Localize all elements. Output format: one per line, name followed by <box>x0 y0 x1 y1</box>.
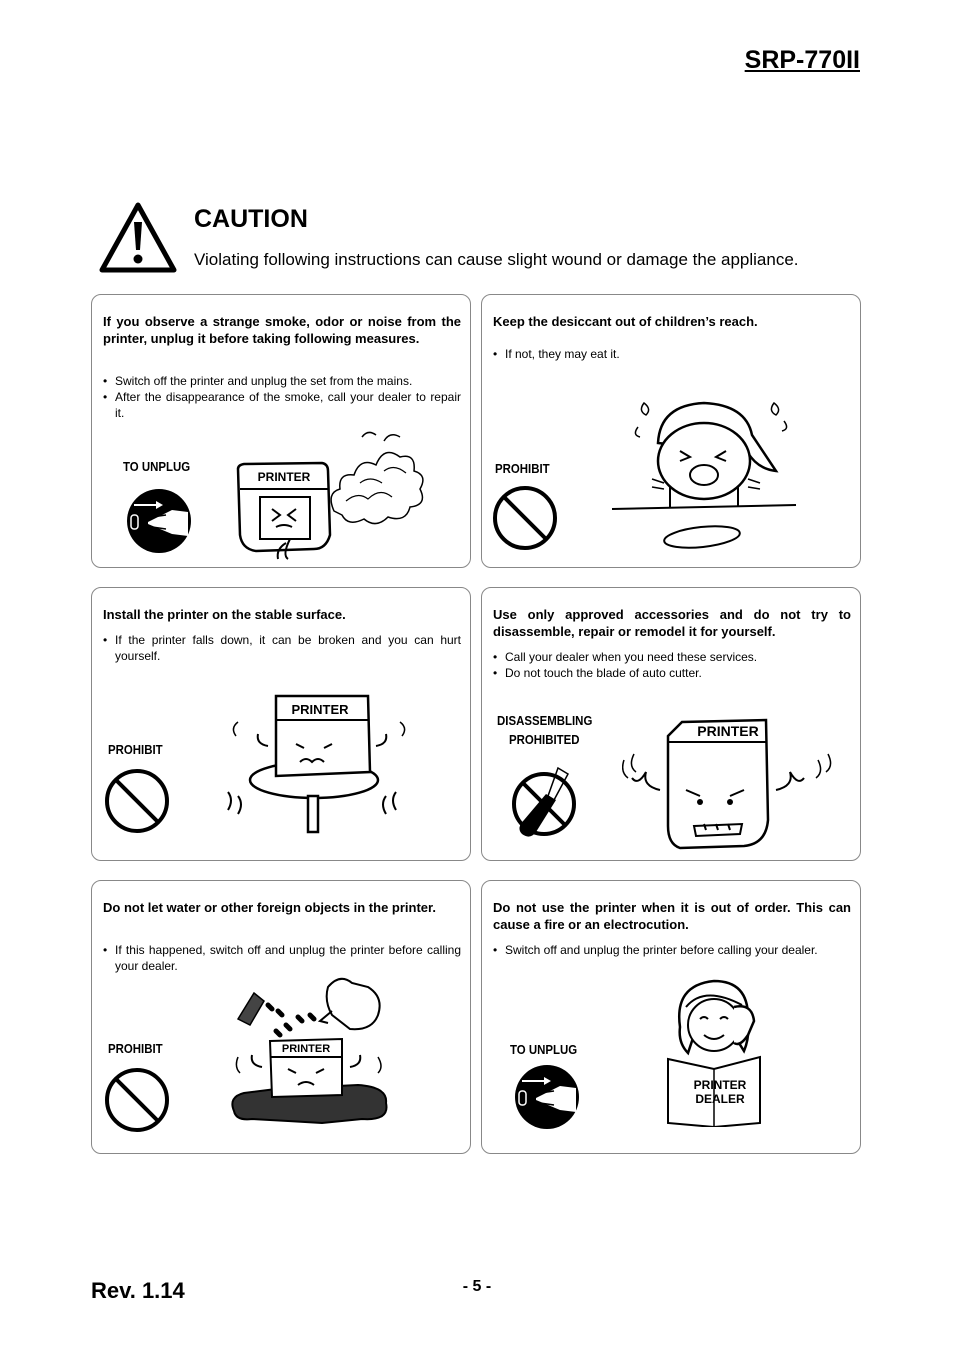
printer-text: PRINTER <box>693 1078 747 1092</box>
box-heading: Use only approved accessories and do not try to disassemble, repair or remodel it for yourself. <box>493 607 851 639</box>
caution-box-smoke <box>91 294 471 568</box>
box-heading: If you observe a strange smoke, odor or noise from the printer, unplug it before taking following measures. <box>103 314 461 346</box>
prohibit-label: PROHIBIT <box>108 742 163 757</box>
box-heading: Do not use the printer when it is out of order. This can cause a fire or an electrocution. <box>493 900 851 932</box>
box-bullets <box>493 942 851 958</box>
bullet-item: • Call your dealer when you need these services. <box>493 649 851 665</box>
prohibited-label: PROHIBITED <box>509 732 580 747</box>
caution-title: CAUTION <box>194 205 308 233</box>
bullet-item: • If the printer falls down, it can be broken and you can hurt yourself. <box>103 632 461 664</box>
caution-subtitle: Violating following instructions can cause slight wound or damage the appliance. <box>194 250 799 269</box>
caution-box-accessories <box>481 587 861 861</box>
bullet-item: • Do not touch the blade of auto cutter. <box>493 665 851 681</box>
caution-box-desiccant <box>481 294 861 568</box>
to-unplug-label: TO UNPLUG <box>123 459 191 474</box>
prohibit-icon <box>104 768 170 834</box>
box-bullets <box>103 942 461 974</box>
box-bullets <box>103 373 461 421</box>
to-unplug-label: TO UNPLUG <box>510 1042 578 1057</box>
bullet-item: • Switch off the printer and unplug the set from the mains. <box>103 373 461 389</box>
falling-printer-illustration <box>220 692 416 838</box>
printer-text: PRINTER <box>281 1043 331 1055</box>
unplug-icon <box>514 1064 580 1130</box>
box-heading: Keep the desiccant out of children’s reach. <box>493 314 758 329</box>
caution-box-water <box>91 880 471 1154</box>
bullet-item: • Switch off and unplug the printer before calling your dealer. <box>493 942 851 958</box>
page-number: - 5 - <box>462 1278 492 1295</box>
box-bullets <box>493 346 851 362</box>
bullet-item: • After the disappearance of the smoke, call your dealer to repair it. <box>103 389 461 421</box>
prohibit-icon <box>104 1067 170 1133</box>
revision-label: Rev. 1.14 <box>91 1278 185 1303</box>
smoking-printer-illustration <box>234 431 434 561</box>
water-spill-illustration <box>228 971 394 1127</box>
unplug-icon <box>126 488 192 554</box>
printer-text: PRINTER <box>291 702 349 717</box>
warning-triangle-icon <box>98 200 178 276</box>
prohibit-label: PROHIBIT <box>495 461 550 476</box>
disassembling-prohibited-icon <box>504 762 584 842</box>
box-bullets <box>103 632 461 664</box>
dealer-text: DEALER <box>695 1092 745 1106</box>
caution-box-out-of-order <box>481 880 861 1154</box>
bullet-item: • If this happened, switch off and unplug the printer before calling your dealer. <box>103 942 461 974</box>
printer-disassembling-illustration <box>622 716 838 852</box>
caution-box-stable-surface <box>91 587 471 861</box>
printer-text: PRINTER <box>697 723 759 739</box>
disassembling-label: DISASSEMBLING <box>497 713 593 728</box>
model-title: SRP-770II <box>744 46 860 74</box>
printer-text: PRINTER <box>257 470 311 484</box>
box-heading: Do not let water or other foreign objects in the printer. <box>103 900 436 915</box>
box-heading: Install the printer on the stable surface. <box>103 607 346 622</box>
box-bullets <box>493 649 851 681</box>
child-desiccant-illustration <box>608 391 804 557</box>
calling-dealer-illustration <box>664 977 774 1127</box>
bullet-item: • If not, they may eat it. <box>493 346 851 362</box>
prohibit-label: PROHIBIT <box>108 1041 163 1056</box>
prohibit-icon <box>492 485 558 551</box>
